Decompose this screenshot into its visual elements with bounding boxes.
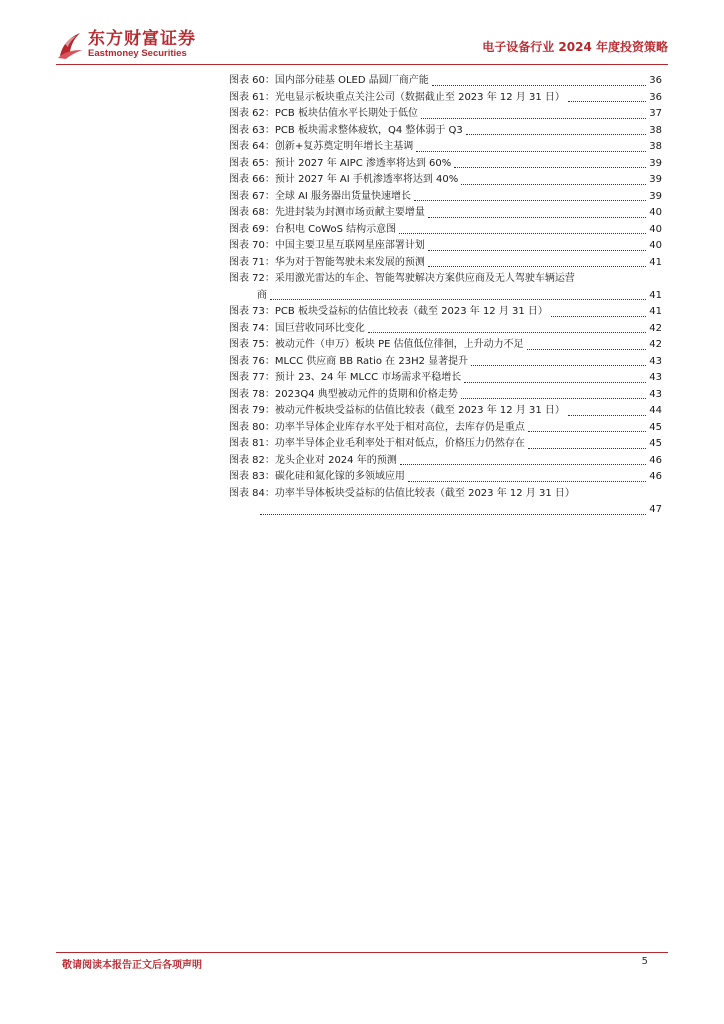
toc-entry-page: 45 (649, 438, 662, 449)
report-title: 电子设备行业 2024 年度投资策略 (482, 40, 668, 54)
toc-entry[interactable] (229, 387, 662, 404)
figure-list (229, 73, 662, 519)
toc-entry-page: 44 (649, 405, 662, 416)
toc-entry[interactable] (229, 255, 662, 272)
toc-dot-leader (414, 200, 646, 201)
toc-entry[interactable] (229, 486, 662, 503)
toc-entry-page: 46 (649, 454, 662, 466)
toc-entry[interactable] (229, 238, 662, 255)
toc-entry-label: 图表 72：采用激光雷达的车企、智能驾驶解决方案供应商及无人驾驶车辆运营 (229, 273, 575, 284)
toc-entry[interactable] (229, 436, 662, 453)
toc-entry[interactable] (229, 337, 662, 354)
toc-entry[interactable] (229, 156, 662, 173)
toc-dot-leader (432, 85, 646, 86)
toc-dot-leader (471, 365, 646, 366)
toc-entry-page: 43 (649, 355, 662, 367)
toc-entry-label: 图表 67：全球 AI 服务器出货量快速增长 (229, 190, 412, 202)
toc-dot-leader (421, 118, 646, 119)
toc-dot-leader (527, 349, 646, 350)
logo-chinese-name: 东方财富证券 (88, 29, 196, 49)
toc-dot-leader (528, 448, 646, 449)
toc-entry-page: 42 (649, 339, 662, 350)
toc-entry-continuation[interactable] (229, 502, 662, 519)
toc-entry[interactable] (229, 139, 662, 156)
toc-entry[interactable] (229, 123, 662, 140)
toc-entry-page: 36 (649, 75, 662, 86)
toc-entry[interactable] (229, 453, 662, 470)
toc-entry[interactable] (229, 106, 662, 123)
toc-entry-label: 图表 68：先进封装为封测市场贡献主要增量 (229, 207, 425, 218)
toc-entry-page: 39 (649, 190, 662, 202)
toc-entry-page: 46 (649, 471, 662, 482)
toc-entry-page: 41 (649, 256, 662, 268)
toc-entry[interactable] (229, 354, 662, 371)
toc-entry-label: 图表 77：预计 23、24 年 MLCC 市场需求平稳增长 (229, 372, 462, 383)
toc-dot-leader (260, 514, 646, 515)
toc-entry-label: 图表 66：预计 2027 年 AI 手机渗透率将达到 40% (229, 174, 459, 185)
toc-entry-label: 图表 78：2023Q4 典型被动元件的货期和价格走势 (229, 388, 458, 400)
logo-english-name: Eastmoney Securities (88, 48, 187, 59)
toc-entry-label: 图表 65：预计 2027 年 AIPC 渗透率将达到 60% (229, 157, 452, 169)
toc-dot-leader (454, 167, 646, 168)
toc-entry[interactable] (229, 420, 662, 437)
toc-dot-leader (428, 217, 646, 218)
toc-entry-page: 38 (649, 141, 662, 152)
toc-dot-leader (428, 266, 646, 267)
toc-entry-continuation[interactable] (229, 288, 662, 305)
toc-entry-label: 图表 62：PCB 板块估值水平长期处于低位 (229, 108, 418, 119)
toc-dot-leader (368, 332, 646, 333)
toc-dot-leader (461, 184, 646, 185)
toc-entry-label: 图表 74：国巨营收同环比变化 (229, 322, 365, 334)
header-divider (56, 64, 668, 65)
toc-entry-label: 图表 70：中国主要卫星互联网星座部署计划 (229, 240, 425, 251)
toc-entry-label: 图表 60：国内部分硅基 OLED 晶圆厂商产能 (229, 75, 429, 86)
toc-entry-page: 42 (649, 322, 662, 334)
toc-entry[interactable] (229, 304, 662, 321)
toc-dot-leader (528, 431, 646, 432)
toc-entry-label: 图表 64：创新+复苏奠定明年增长主基调 (229, 141, 414, 152)
toc-entry[interactable] (229, 271, 662, 288)
toc-entry-page: 37 (649, 108, 662, 119)
toc-entry-label: 图表 73：PCB 板块受益标的估值比较表（截至 2023 年 12 月 31 日） (229, 306, 548, 317)
toc-entry-label: 图表 75：被动元件（申万）板块 PE 估值低位徘徊，上升动力不足 (229, 339, 524, 350)
footer-divider (56, 952, 668, 953)
toc-entry-label: 图表 76：MLCC 供应商 BB Ratio 在 23H2 显著提升 (229, 355, 469, 367)
toc-entry-label: 图表 81：功率半导体企业毛利率处于相对低点，价格压力仍然存在 (229, 438, 525, 449)
toc-entry-page: 36 (649, 91, 662, 103)
toc-entry[interactable] (229, 172, 662, 189)
toc-entry-label: 图表 83：碳化硅和氮化镓的多领域应用 (229, 471, 405, 482)
footer-disclaimer: 敬请阅读本报告正文后各项声明 (62, 960, 202, 971)
toc-dot-leader (461, 398, 646, 399)
toc-entry-label: 图表 84：功率半导体板块受益标的估值比较表（截至 2023 年 12 月 31 日） (229, 487, 575, 499)
toc-entry-page: 43 (649, 372, 662, 383)
toc-entry[interactable] (229, 73, 662, 90)
toc-dot-leader (416, 151, 646, 152)
toc-entry[interactable] (229, 205, 662, 222)
toc-entry-label: 图表 71：华为对于智能驾驶未来发展的预测 (229, 256, 425, 268)
toc-entry-page: 39 (649, 157, 662, 169)
toc-entry-label: 图表 79：被动元件板块受益标的估值比较表（截至 2023 年 12 月 31 日） (229, 405, 565, 416)
eastmoney-logo-icon (56, 30, 84, 60)
toc-entry[interactable] (229, 189, 662, 206)
toc-dot-leader (568, 415, 646, 416)
toc-entry-page: 38 (649, 124, 662, 136)
toc-dot-leader (464, 382, 646, 383)
toc-entry-label: 图表 63：PCB 板块需求整体疲软，Q4 整体弱于 Q3 (229, 124, 463, 136)
toc-entry-label-continued: 商 (257, 289, 267, 301)
toc-dot-leader (270, 299, 646, 300)
company-logo (56, 30, 196, 60)
toc-dot-leader (466, 134, 646, 135)
toc-entry[interactable] (229, 469, 662, 486)
toc-entry-page: 40 (649, 207, 662, 218)
toc-entry-page: 43 (649, 388, 662, 400)
toc-dot-leader (428, 250, 646, 251)
toc-entry-page: 41 (649, 306, 662, 317)
toc-entry[interactable] (229, 403, 662, 420)
toc-entry[interactable] (229, 90, 662, 107)
toc-dot-leader (400, 464, 646, 465)
toc-entry-page: 47 (649, 504, 662, 515)
toc-entry-page: 41 (649, 289, 662, 301)
toc-entry-page: 40 (649, 223, 662, 235)
toc-entry[interactable] (229, 370, 662, 387)
toc-dot-leader (551, 316, 646, 317)
toc-entry-page: 40 (649, 240, 662, 251)
toc-entry-label: 图表 69：台积电 CoWoS 结构示意图 (229, 223, 397, 235)
toc-entry[interactable] (229, 222, 662, 239)
toc-entry-label: 图表 80：功率半导体企业库存水平处于相对高位，去库存仍是重点 (229, 421, 525, 433)
toc-entry-page: 39 (649, 174, 662, 185)
toc-dot-leader (399, 233, 646, 234)
toc-entry[interactable] (229, 321, 662, 338)
toc-entry-label: 图表 82：龙头企业对 2024 年的预测 (229, 454, 397, 466)
page-header (0, 0, 724, 76)
page-number: 5 (641, 956, 648, 967)
toc-dot-leader (568, 101, 646, 102)
toc-dot-leader (408, 481, 646, 482)
toc-entry-page: 45 (649, 421, 662, 433)
toc-entry-label: 图表 61：光电显示板块重点关注公司（数据截止至 2023 年 12 月 31 日） (229, 91, 565, 103)
